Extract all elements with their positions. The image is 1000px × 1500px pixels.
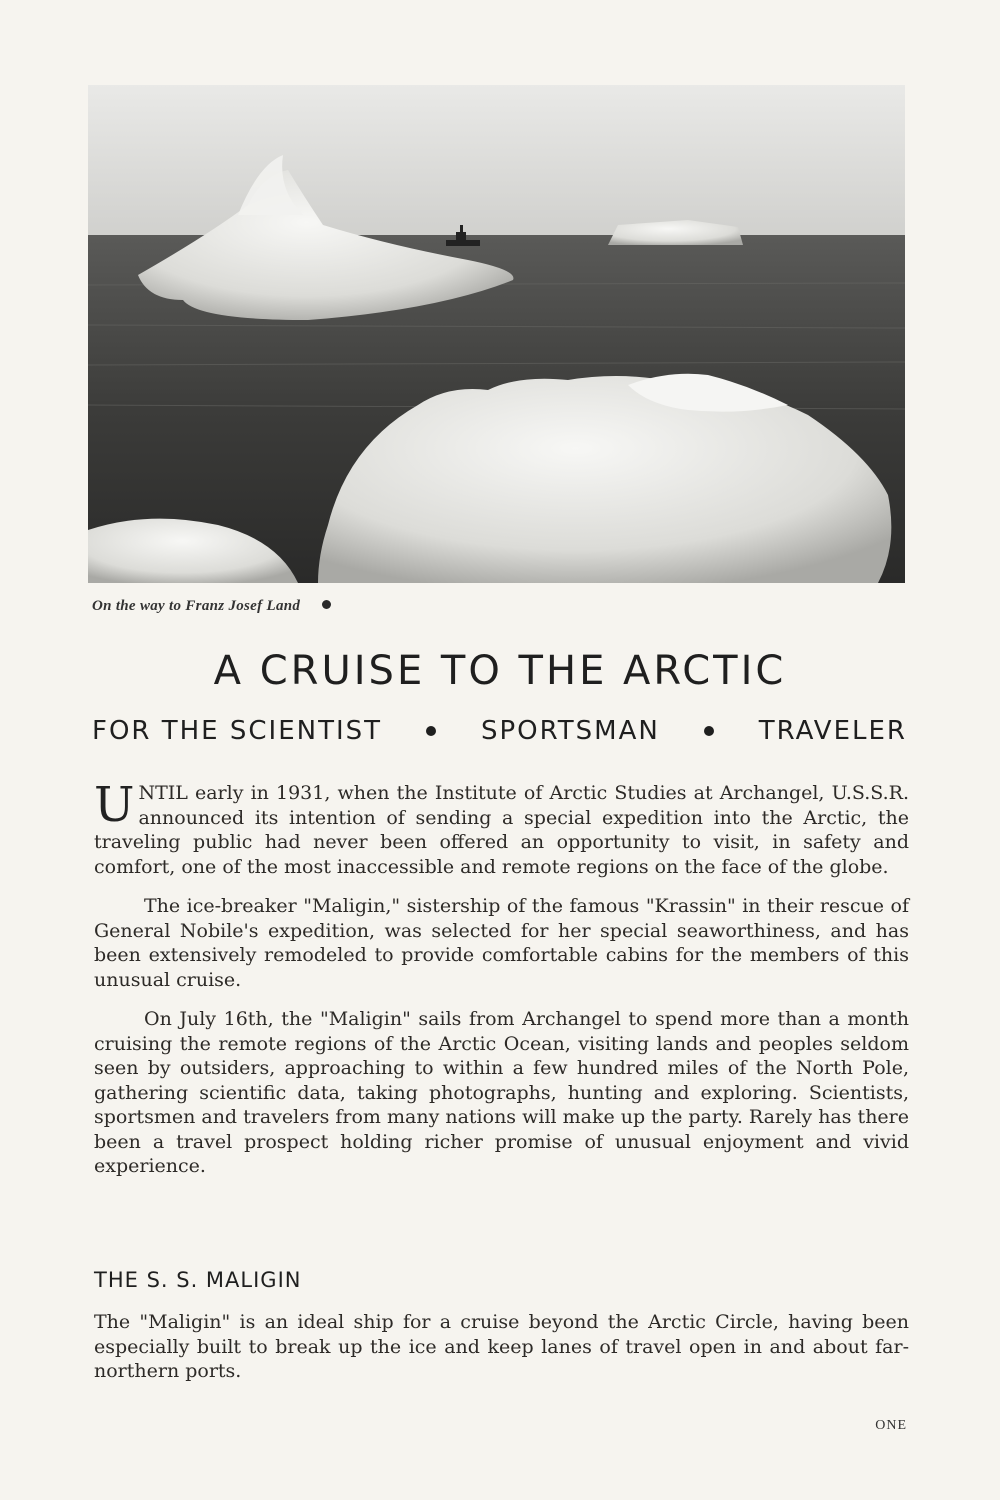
subtitle (92, 716, 907, 746)
arctic-seascape-image (88, 85, 905, 583)
article-body (94, 777, 909, 1194)
caption-text: On the way to Franz Josef Land (92, 598, 301, 614)
bullet-icon (322, 600, 331, 609)
section-body (94, 1310, 909, 1399)
page-title: A CRUISE TO THE ARCTIC (213, 648, 787, 694)
subtitle-sportsman: SPORTSMAN (480, 716, 660, 746)
drop-cap: U (94, 777, 135, 833)
bullet-icon (426, 726, 436, 736)
subtitle-scientist: FOR THE SCIENTIST (92, 716, 383, 746)
paragraph: On July 16th, the "Maligin" sails from Archangel to spend more than a month cruising the remote regions of the Arctic Ocean, visiting lands and peoples seldom seen by outsiders, approaching to within a few hundred miles of the North Pole, gathering scientific data, taking photographs, hunting and exploring. Scientists, sportsmen and travelers from many nations will make up the party. Rarely has there been a travel prospect holding richer promise of unusual enjoyment and vivid experience. (94, 1008, 909, 1177)
intro-text: NTIL early in 1931, when the Institute of Arctic Studies at Archangel, U.S.S.R. announced its intention of sending a special expedition into the Arctic, the traveling public had never been offered an opportunity to visit, in safety and comfort, one of the most inaccessible and remote regions on the face of the globe. (94, 782, 909, 878)
paragraph: The ice-breaker "Maligin," sistership of the famous "Krassin" in their rescue of General Nobile's expedition, was selected for her special seaworthiness, and has been extensively remodeled to provide comfortable cabins for the members of this unusual cruise. (94, 895, 909, 991)
section-heading: THE S. S. MALIGIN (94, 1268, 302, 1292)
intro-paragraph (94, 777, 909, 879)
photo-caption (92, 598, 331, 615)
section-paragraph: The "Maligin" is an ideal ship for a cruise beyond the Arctic Circle, having been especially built to break up the ice and keep lanes of travel open in and about far-northern ports. (94, 1311, 909, 1382)
bullet-icon (704, 726, 714, 736)
arctic-photo (88, 85, 905, 583)
page-number: ONE (875, 1418, 907, 1433)
subtitle-traveler: TRAVELER (758, 716, 907, 746)
